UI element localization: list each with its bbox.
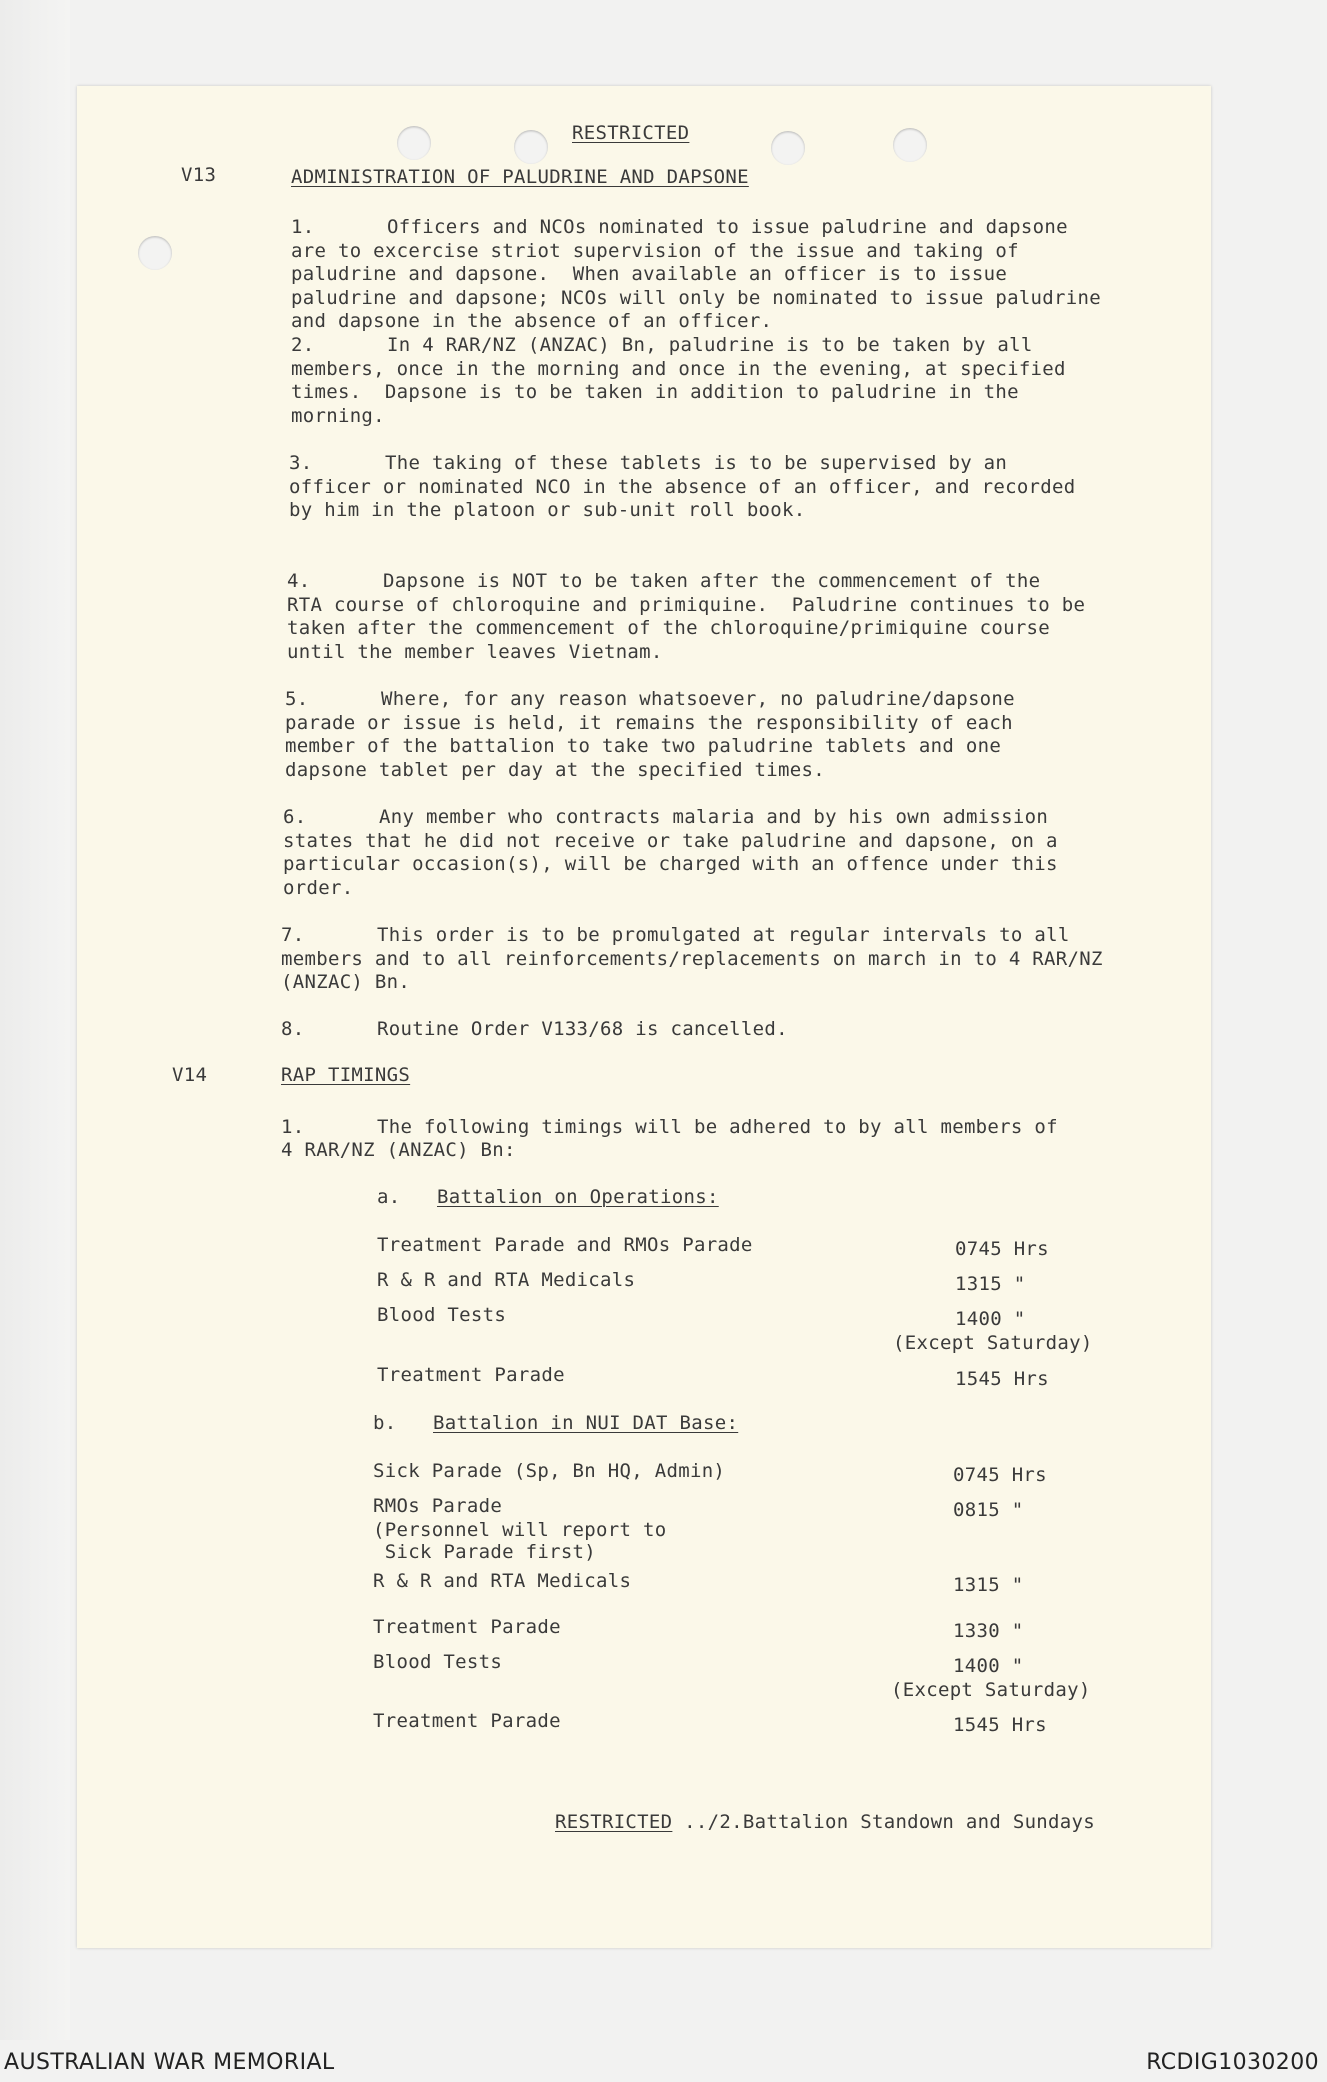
paragraph-line: The following timings will be adhered to by all members of — [377, 1116, 1058, 1138]
paragraph-line: This order is to be promulgated at regular intervals to all — [377, 924, 1070, 946]
group-title: Battalion on Operations: — [437, 1186, 719, 1208]
paragraph-number: 7. — [281, 924, 305, 946]
footer-continuation: ../2.Battalion Standown and Sundays — [684, 1811, 1096, 1833]
timing-label: Treatment Parade — [373, 1710, 561, 1732]
timing-label: Treatment Parade and RMOs Parade — [377, 1234, 753, 1256]
timing-value: 0745 Hrs — [955, 1238, 1049, 1260]
paragraph-line: particular occasion(s), will be charged with an offence under this — [283, 853, 1058, 875]
paragraph-number: 5. — [285, 688, 309, 710]
paragraph-line: members, once in the morning and once in the evening, at specified — [291, 357, 1066, 380]
paragraph-number: 6. — [283, 806, 307, 828]
timing-note: (Except Saturday) — [891, 1679, 1091, 1701]
timing-label: R & R and RTA Medicals — [373, 1570, 632, 1592]
timing-value: 1330 " — [953, 1620, 1024, 1642]
paragraph-line: until the member leaves Vietnam. — [287, 640, 663, 663]
punch-hole — [771, 131, 805, 165]
timing-label: RMOs Parade — [373, 1495, 503, 1517]
timing-label: R & R and RTA Medicals — [377, 1269, 636, 1291]
punch-hole — [893, 128, 927, 162]
punch-hole — [138, 236, 172, 270]
paragraph-line: by him in the platoon or sub-unit roll book. — [289, 499, 806, 521]
timing-label: Sick Parade (Sp, Bn HQ, Admin) — [373, 1460, 726, 1482]
group-letter: a. — [377, 1186, 401, 1208]
paragraph-line: In 4 RAR/NZ (ANZAC) Bn, paludrine is to be taken by all — [387, 334, 1033, 356]
paragraph-number: 8. — [281, 1018, 305, 1040]
paragraph-number: 2. — [291, 334, 315, 356]
paragraph-line: member of the battalion to take two paludrine tablets and one — [285, 735, 1002, 757]
paragraph-line: Routine Order V133/68 is cancelled. — [377, 1018, 788, 1040]
punch-hole — [397, 126, 431, 160]
paragraph-line: paludrine and dapsone; NCOs will only be nominated to issue paludrine — [291, 286, 1101, 309]
paragraph-number: 3. — [289, 452, 313, 474]
footer-row — [555, 1811, 1095, 1834]
timing-value: 0815 " — [953, 1499, 1024, 1521]
timing-note: (Except Saturday) — [893, 1332, 1093, 1354]
background-edge — [0, 0, 70, 2040]
paragraph-line: Any member who contracts malaria and by his own admission — [379, 806, 1049, 828]
timing-label: Blood Tests — [377, 1304, 507, 1326]
paragraph-number: 1. — [291, 216, 315, 238]
paragraph-line: taken after the commencement of the chloroquine/primiquine course — [287, 617, 1051, 639]
timing-value: 1400 " — [953, 1655, 1024, 1677]
timing-label: Treatment Parade — [377, 1364, 565, 1386]
paragraph-line: states that he did not receive or take paludrine and dapsone, on a — [283, 829, 1058, 852]
paragraph-line: and dapsone in the absence of an officer. — [291, 310, 773, 332]
timing-value: 1545 Hrs — [953, 1714, 1047, 1736]
paragraph-line: Officers and NCOs nominated to issue paludrine and dapsone — [387, 216, 1068, 238]
section-title-v13: ADMINISTRATION OF PALUDRINE AND DAPSONE — [291, 166, 749, 188]
timing-value: 1315 " — [953, 1574, 1024, 1596]
timing-label: Treatment Parade — [373, 1616, 561, 1638]
group-letter: b. — [373, 1412, 397, 1434]
document-page — [77, 86, 1211, 1948]
paragraph-line: parade or issue is held, it remains the responsibility of each — [285, 711, 1013, 734]
group-title: Battalion in NUI DAT Base: — [433, 1412, 739, 1434]
paragraph-number: 1. — [281, 1116, 305, 1138]
archive-id: RCDIG1030200 — [1146, 2050, 1319, 2075]
paragraph-line: (ANZAC) Bn. — [281, 971, 411, 993]
section-number-v14: V14 — [172, 1064, 208, 1086]
section-title-v14: RAP TIMINGS — [281, 1064, 411, 1086]
paragraph-line: order. — [283, 876, 354, 899]
paragraph-line: are to excercise striot supervision of the issue and taking of — [291, 239, 1019, 262]
paragraph-line: Dapsone is NOT to be taken after the commencement of the — [383, 570, 1041, 592]
timing-label: Blood Tests — [373, 1651, 503, 1673]
section-number-v13: V13 — [181, 164, 217, 186]
paragraph-line: times. Dapsone is to be taken in addition to paludrine in the — [291, 381, 1019, 403]
paragraph-line: members and to all reinforcements/replacements on march in to 4 RAR/NZ — [281, 947, 1103, 970]
paragraph-line: RTA course of chloroquine and primiquine. Paludrine continues to be — [287, 593, 1086, 616]
timing-value: 1545 Hrs — [955, 1368, 1049, 1390]
footer-restricted: RESTRICTED — [555, 1811, 673, 1833]
header-restricted: RESTRICTED — [572, 122, 690, 144]
paragraph-number: 4. — [287, 570, 311, 592]
paragraph-line: paludrine and dapsone. When available an officer is to issue — [291, 263, 1008, 285]
timing-sub: Sick Parade first) — [373, 1541, 597, 1563]
paragraph-line: morning. — [291, 404, 385, 427]
timing-value: 1400 " — [955, 1308, 1026, 1330]
timing-value: 0745 Hrs — [953, 1464, 1047, 1486]
paragraph-line: 4 RAR/NZ (ANZAC) Bn: — [281, 1139, 516, 1161]
punch-hole — [514, 130, 548, 164]
archive-credit: AUSTRALIAN WAR MEMORIAL — [4, 2050, 335, 2075]
paragraph-line: The taking of these tablets is to be supervised by an — [385, 452, 1008, 474]
paragraph-line: dapsone tablet per day at the specified times. — [285, 758, 825, 781]
paragraph-line: officer or nominated NCO in the absence of an officer, and recorded — [289, 475, 1076, 498]
timing-sub: (Personnel will report to — [373, 1519, 667, 1541]
paragraph-line: Where, for any reason whatsoever, no paludrine/dapsone — [381, 688, 1015, 710]
timing-value: 1315 " — [955, 1273, 1026, 1295]
